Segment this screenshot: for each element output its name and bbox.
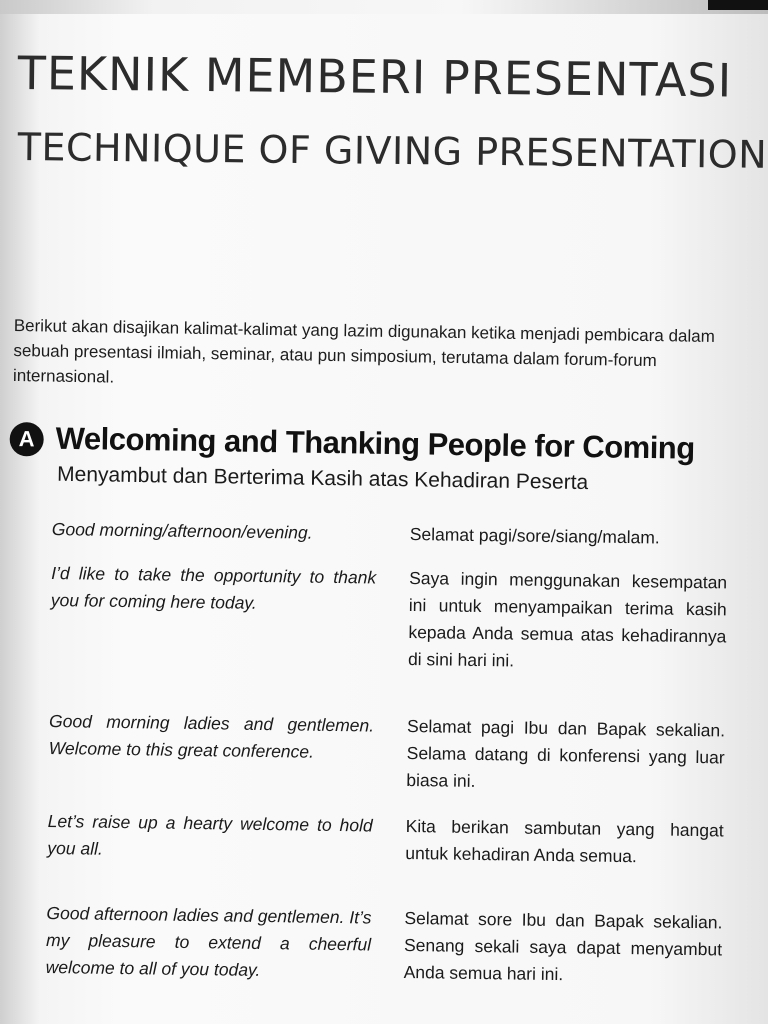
phrase-english: I’d like to take the opportunity to thank you for coming here today. [50, 562, 377, 613]
phrase-row [50, 560, 731, 671]
section-title: Welcoming and Thanking People for Coming [55, 420, 695, 466]
phrase-english: Let’s raise up a hearty welcome to hold you all. [47, 810, 373, 859]
phrase-indonesian: Selamat pagi/sore/siang/malam. [409, 523, 660, 548]
page-title-indonesian: TEKNIK MEMBERI PRESENTASI [17, 46, 733, 108]
phrase-indonesian: Kita berikan sambutan yang hangat untuk kehadiran Anda semua. [405, 815, 724, 867]
phrase-english: Good morning ladies and gentlemen. Welcome to this great conference. [48, 710, 375, 762]
page-title-english: TECHNIQUE OF GIVING PRESENTATION [17, 125, 768, 177]
phrase-row [47, 808, 728, 867]
phrase-indonesian: Saya ingin menggunakan kesempatan ini untuk menyampaikan terima kasih kepada Anda semua atas kehadirannya di sini hari ini. [407, 567, 728, 671]
phrase-english: Good morning/afternoon/evening. [51, 518, 313, 543]
phrase-row [45, 900, 727, 985]
phrase-row [48, 708, 729, 791]
phrase-indonesian: Selamat sore Ibu dan Bapak sekalian. Senang sekali saya dapat menyambut Anda semua hari ini. [403, 907, 723, 985]
phrase-indonesian: Selamat pagi Ibu dan Bapak sekalian. Selama datang di konferensi yang luar biasa ini. [406, 715, 726, 791]
section-subtitle: Menyambut dan Berterima Kasih atas Kehadiran Peserta [56, 462, 589, 495]
page-top-edge [0, 0, 768, 14]
section-badge: A [9, 422, 44, 457]
phrase-row [51, 516, 732, 548]
intro-paragraph: Berikut akan disajikan kalimat-kalimat yang lazim digunakan ketika menjadi pembicara dalam sebuah presentasi ilmiah, seminar, atau pun simposium, terutama dalam forum-forum internasional. [12, 315, 715, 387]
section-header [10, 420, 730, 495]
phrase-list [45, 516, 732, 985]
phrase-english: Good afternoon ladies and gentlemen. It’s my pleasure to extend a cheerful welcome to all of you today. [45, 902, 372, 980]
